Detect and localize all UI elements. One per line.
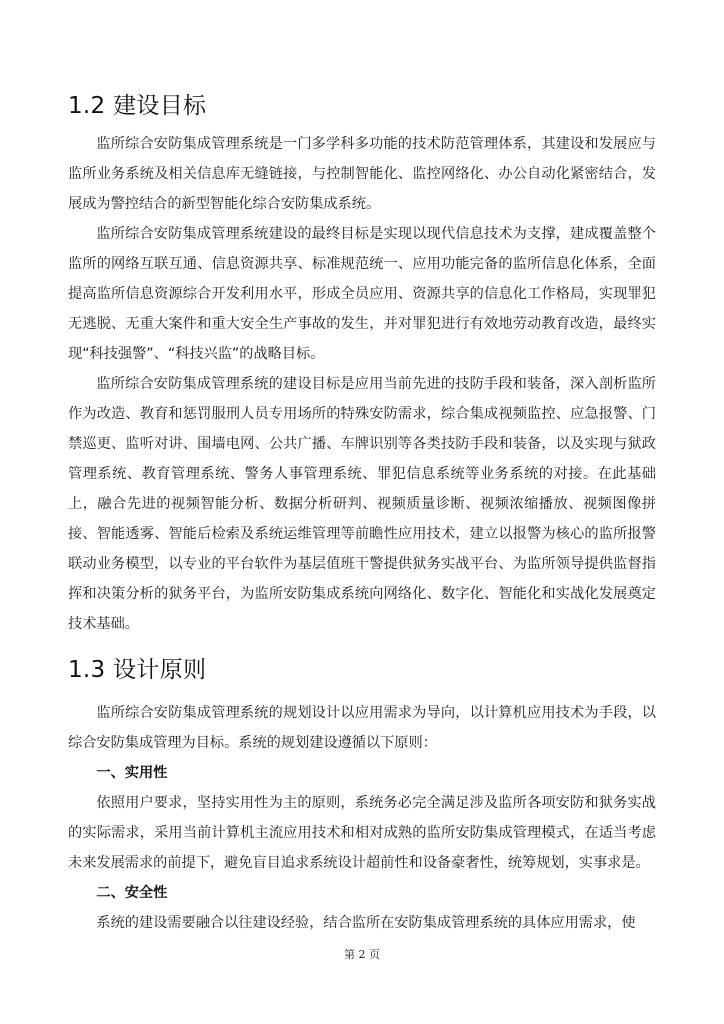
paragraph-goal-3: 监所综合安防集成管理系统的建设目标是应用当前先进的技防手段和装备，深入剖析监所作为改造、教育和惩罚服刑人员专用场所的特殊安防需求，综合集成视频监控、应急报警、门禁巡更、监听对讲、围墙电网、公共广播、车牌识别等各类技防手段和装备，以及实现与狱政管理系统、教育管理系统、警务人事管理系统、罪犯信息系统等业务系统的对接。在此基础上，融合先进的视频智能分析、数据分析研判、视频质量诊断、视频浓缩播放、视频图像拼接、智能透雾、智能后检索及系统运维管理等前瞻性应用技术，建立以报警为核心的监所报警联动业务模型，以专业的平台软件为基层值班干警提供狱务实战平台、为监所领导提供监督指挥和决策分析的狱务平台，为监所安防集成系统向网络化、数字化、智能化和实战化发展奠定技术基础。 — [68, 376, 656, 632]
page-number-footer: 第 2 页 — [344, 948, 380, 961]
principle-text-security: 系统的建设需要融合以往建设经验，结合监所在安防集成管理系统的具体应用需求，使 — [96, 915, 636, 931]
principle-title-security: 二、安全性 — [96, 885, 168, 901]
paragraph-principles-intro: 监所综合安防集成管理系统的规划设计以应用需求为导向，以计算机应用技术为手段，以综合安防集成管理为目标。系统的规划建设遵循以下原则： — [68, 705, 656, 751]
principle-title-practicality: 一、实用性 — [96, 765, 168, 781]
paragraph-goal-2: 监所综合安防集成管理系统建设的最终目标是实现以现代信息技术为支撑，建成覆盖整个监所的网络互联互通、信息资源共享、标准规范统一、应用功能完备的监所信息化体系，全面提高监所信息资源综合开发利用水平，形成全员应用、资源共享的信息化工作格局，实现罪犯无逃脱、无重大案件和重大安全生产事故的发生，并对罪犯进行有效地劳动教育改造，最终实现“科技强警”、“科技兴监”的战略目标。 — [68, 226, 656, 362]
section-heading-1-2: 1.2 建设目标 — [68, 93, 207, 119]
paragraph-goal-1: 监所综合安防集成管理系统是一门多学科多功能的技术防范管理体系，其建设和发展应与监所业务系统及相关信息库无缝链接，与控制智能化、监控网络化、办公自动化紧密结合，发展成为警控结合的新型智能化综合安防集成系统。 — [68, 136, 656, 212]
principle-text-practicality: 依照用户要求，坚持实用性为主的原则，系统务必完全满足涉及监所各项安防和狱务实战的实际需求，采用当前计算机主流应用技术和相对成熟的监所安防集成管理模式，在适当考虑未来发展需求的前提下，避免盲目追求系统设计超前性和设备豪奢性，统筹规划，实事求是。 — [68, 795, 656, 871]
section-heading-1-3: 1.3 设计原则 — [68, 657, 207, 683]
page-content — [68, 88, 656, 938]
